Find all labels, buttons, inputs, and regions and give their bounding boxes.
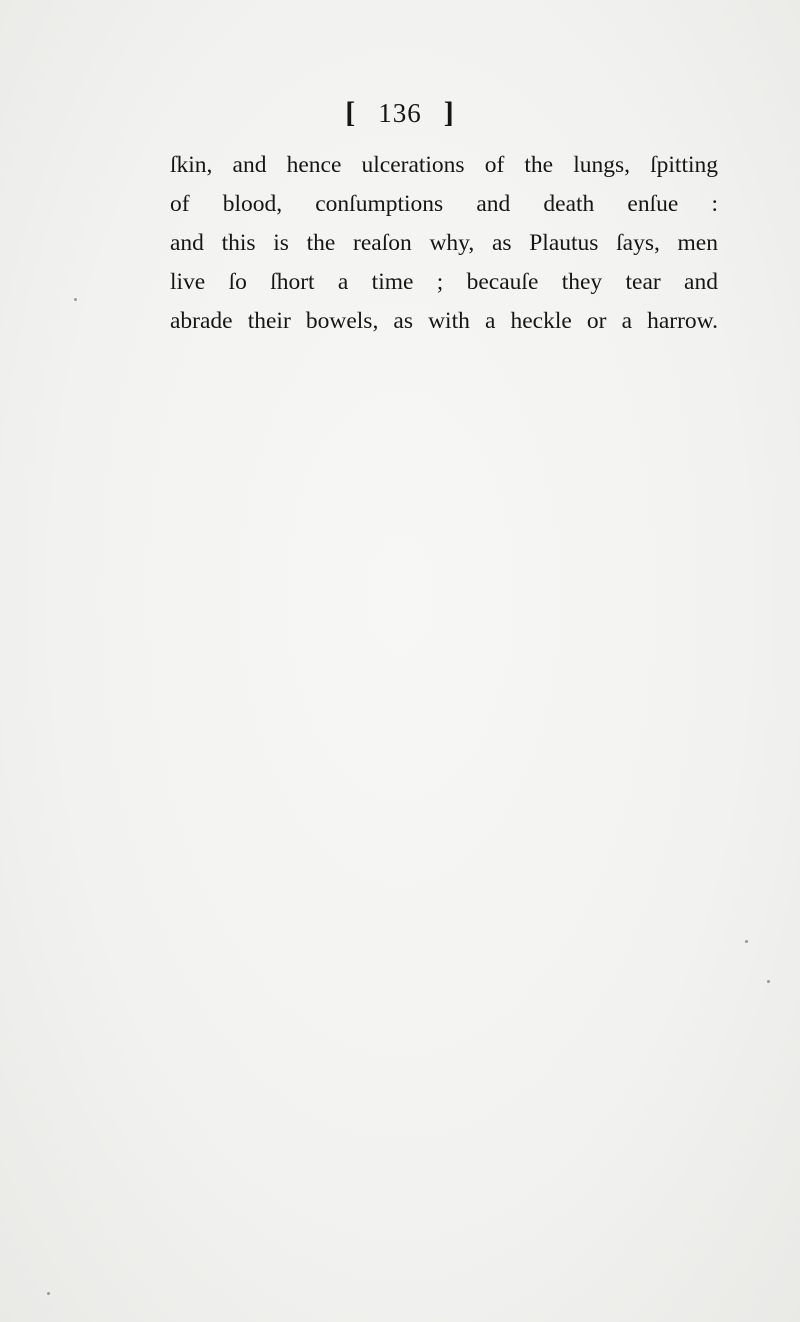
paper-speck [74,298,77,301]
header-open-bracket: [ [345,96,357,129]
text-line: live ſo ſhort a time ; becauſe they tear and [170,269,718,295]
show-through-reverse-page [160,330,720,1180]
paper-speck [767,980,770,983]
paper-speck [47,1292,50,1295]
text-line: and this is the reaſon why, as Plautus ſays, men [170,230,718,256]
page-header [0,96,800,130]
text-line: of blood, conſumptions and death enſue : [170,191,718,217]
body-text [170,146,718,341]
header-close-bracket: ] [443,96,455,129]
paper-speck [745,940,748,943]
page-number: 136 [378,98,422,128]
text-line: abrade their bowels, as with a heckle or a harrow. [170,308,718,334]
text-line: ſkin, and hence ulcerations of the lungs, ſpitting [170,152,718,178]
